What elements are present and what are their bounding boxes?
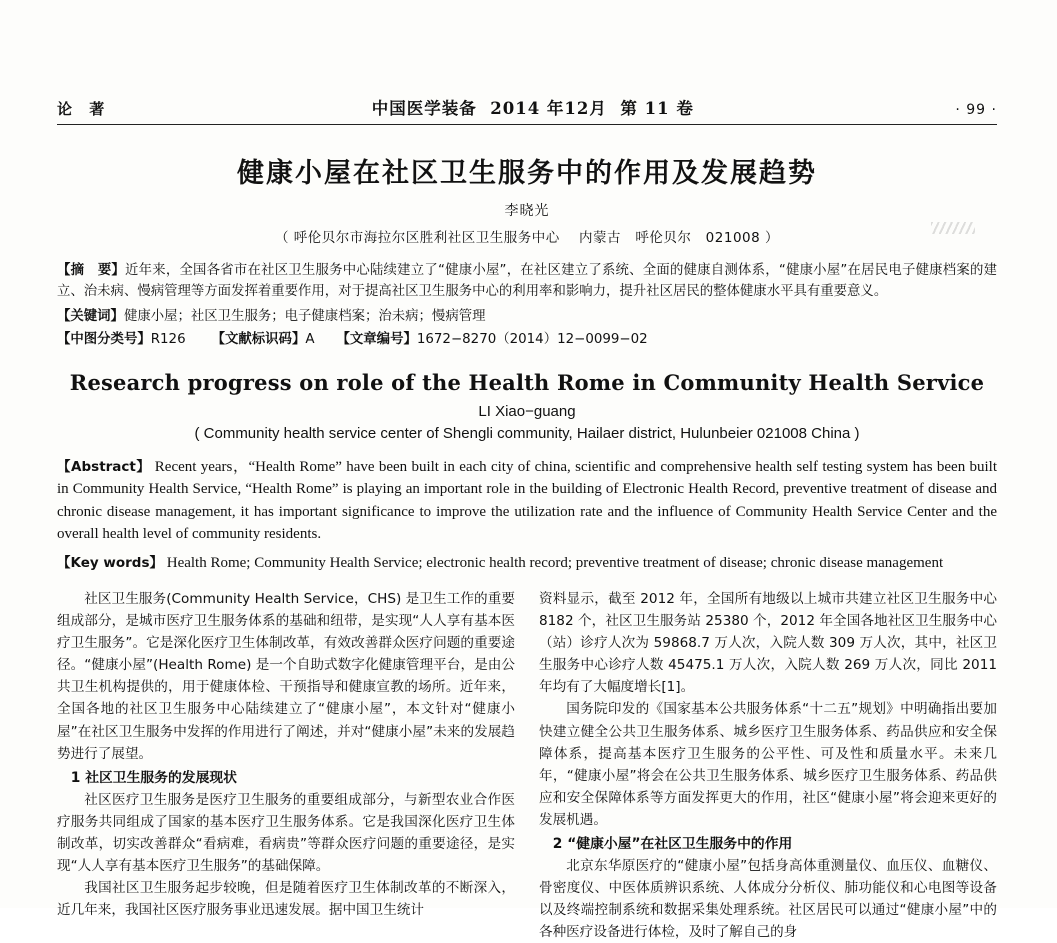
- keywords-en-text: Health Rome; Community Health Service; electronic health record; preventive treatment of disease; chronic disease management: [166, 554, 944, 571]
- article-title-cn: 健康小屋在社区卫生服务中的作用及发展趋势: [237, 158, 817, 189]
- body-column-left: [57, 588, 515, 943]
- article-id-label: 【文章编号】: [336, 332, 417, 348]
- paragraph: 社区卫生服务(Community Health Service，CHS) 是卫生工作的重要组成部分，是城市医疗卫生服务体系的基础和纽带，是实现“人人享有基本医疗卫生服务”。它是深化医疗卫生体制改革，有效改善群众医疗问题的重要途径。“健康小屋”(Health Rome) 是一个自助式数字化健康管理平台，是由公共卫生机构提供的，用于健康体检、干预指导和健康宣教的场所。近年来，全国各地的社区卫生服务中心陆续建立了“健康小屋”，本文针对“健康小屋”在社区卫生服务中发挥的作用进行了阐述，并对“健康小屋”未来的发展趋势进行了展望。: [57, 591, 515, 762]
- body-columns: [57, 588, 997, 943]
- abstract-cn: [57, 260, 997, 302]
- section-heading: 2 “健康小屋”在社区卫生服务中的作用: [552, 835, 793, 852]
- abstract-en-text: Recent years，“Health Rome” have been built in each city of china, scientific and comprehensive health self testing system has been built in Community Health Service, “Health Rome” is playing an important role in the building of Electronic Health Record, preventive treatment of disease and chronic disease management, it has important significance to improve the utilization rate and the influence of Community Health Service Center and the overall health level of community residents.: [57, 458, 998, 543]
- author-en: LI Xiao−guang: [478, 402, 576, 420]
- keywords-cn-text: 健康小屋；社区卫生服务；电子健康档案；治未病；慢病管理: [123, 309, 486, 325]
- clc-value: R126: [150, 332, 186, 348]
- running-head-left: 论 著: [57, 100, 111, 118]
- keywords-en: [57, 552, 997, 575]
- abstract-en-label: 【Abstract】: [57, 458, 151, 475]
- abstract-cn-text: 近年来，全国各省市在社区卫生服务中心陆续建立了“健康小屋”，在社区建立了系统、全面的健康自测体系，“健康小屋”在居民电子健康档案的建立、治未病、慢病管理等方面发挥着重要作用，对于提高社区卫生服务中心的利用率和影响力，提升社区居民的整体健康水平具有重要意义。: [57, 263, 997, 300]
- affiliation-cn: （ 呼伦贝尔市海拉尔区胜利社区卫生服务中心 内蒙古 呼伦贝尔 021008 ）: [274, 230, 780, 246]
- keywords-cn-label: 【关键词】: [57, 309, 124, 325]
- scan-artifact: [931, 222, 975, 234]
- affiliation-en: ( Community health service center of Shengli community, Hailaer district, Hulunbeier 021008 China ): [194, 424, 860, 442]
- keywords-en-label: 【Key words】: [57, 554, 163, 571]
- running-head: [57, 95, 997, 125]
- clc-label: 【中图分类号】: [57, 332, 151, 348]
- abstract-en: [57, 456, 997, 546]
- section-heading: 1 社区卫生服务的发展现状: [70, 769, 237, 786]
- paragraph: 北京东华原医疗的“健康小屋”包括身高体重测量仪、血压仪、血糖仪、骨密度仪、中医体质辨识系统、人体成分分析仪、肺功能仪和心电图等设备以及终端控制系统和数据采集处理系统。社区居民可以通过“健康小屋”中的各种医疗设备进行体检，及时了解自己的身: [539, 857, 997, 940]
- paragraph: 国务院印发的《国家基本公共服务体系“十二五”规划》中明确指出要加快建立健全公共卫生服务体系、城乡医疗卫生服务体系、药品供应和安全保障体系，提高基本医疗卫生服务的公平性、可及性和质量水平。未来几年，“健康小屋”将会在公共卫生服务体系、城乡医疗卫生服务体系、药品供应和安全保障体系等方面发挥更大的作用，社区“健康小屋”将会迎来更好的发展机遇。: [539, 701, 997, 828]
- body-column-right: [539, 588, 997, 943]
- doc-code-value: A: [305, 332, 315, 348]
- article-title-en: Research progress on role of the Health Rome in Community Health Service: [69, 369, 985, 395]
- paragraph: 社区医疗卫生服务是医疗卫生服务的重要组成部分，与新型农业合作医疗服务共同组成了国家的基本医疗卫生服务体系。它是我国深化医疗卫生体制改革，切实改善群众“看病难，看病贵”等群众医疗问题的重要途径，是实现“人人享有基本医疗卫生服务”的基础保障。: [57, 791, 515, 874]
- page-number: · 99 ·: [955, 102, 997, 118]
- classification-row: [57, 329, 997, 352]
- author-cn: 李晓光: [504, 203, 550, 219]
- keywords-cn-row: [57, 306, 997, 329]
- metadata-cn: [57, 306, 997, 352]
- paragraph: 我国社区卫生服务起步较晚，但是随着医疗卫生体制改革的不断深入，近几年来，我国社区医疗服务事业迅速发展。据中国卫生统计: [57, 879, 515, 918]
- paragraph: 资料显示，截至 2012 年，全国所有地级以上城市共建立社区卫生服务中心 8182 个，社区卫生服务站 25380 个，2012 年全国各地社区卫生服务中心（站）诊疗人次为 59868.7 万人次，入院人数 309 万人次，其中，社区卫生服务中心诊疗人数 45475.1 万人次，入院人数 269 万人次，同比 2011 年均有了大幅度增长[1]。: [539, 591, 997, 696]
- article-id-value: 1672−8270（2014）12−0099−02: [416, 332, 648, 348]
- page-content: [57, 95, 997, 943]
- abstract-cn-label: 【摘 要】: [57, 263, 126, 278]
- running-head-center: 中国医学装备 2014 年12月 第 11 卷: [371, 99, 694, 118]
- doc-code-label: 【文献标识码】: [211, 332, 306, 348]
